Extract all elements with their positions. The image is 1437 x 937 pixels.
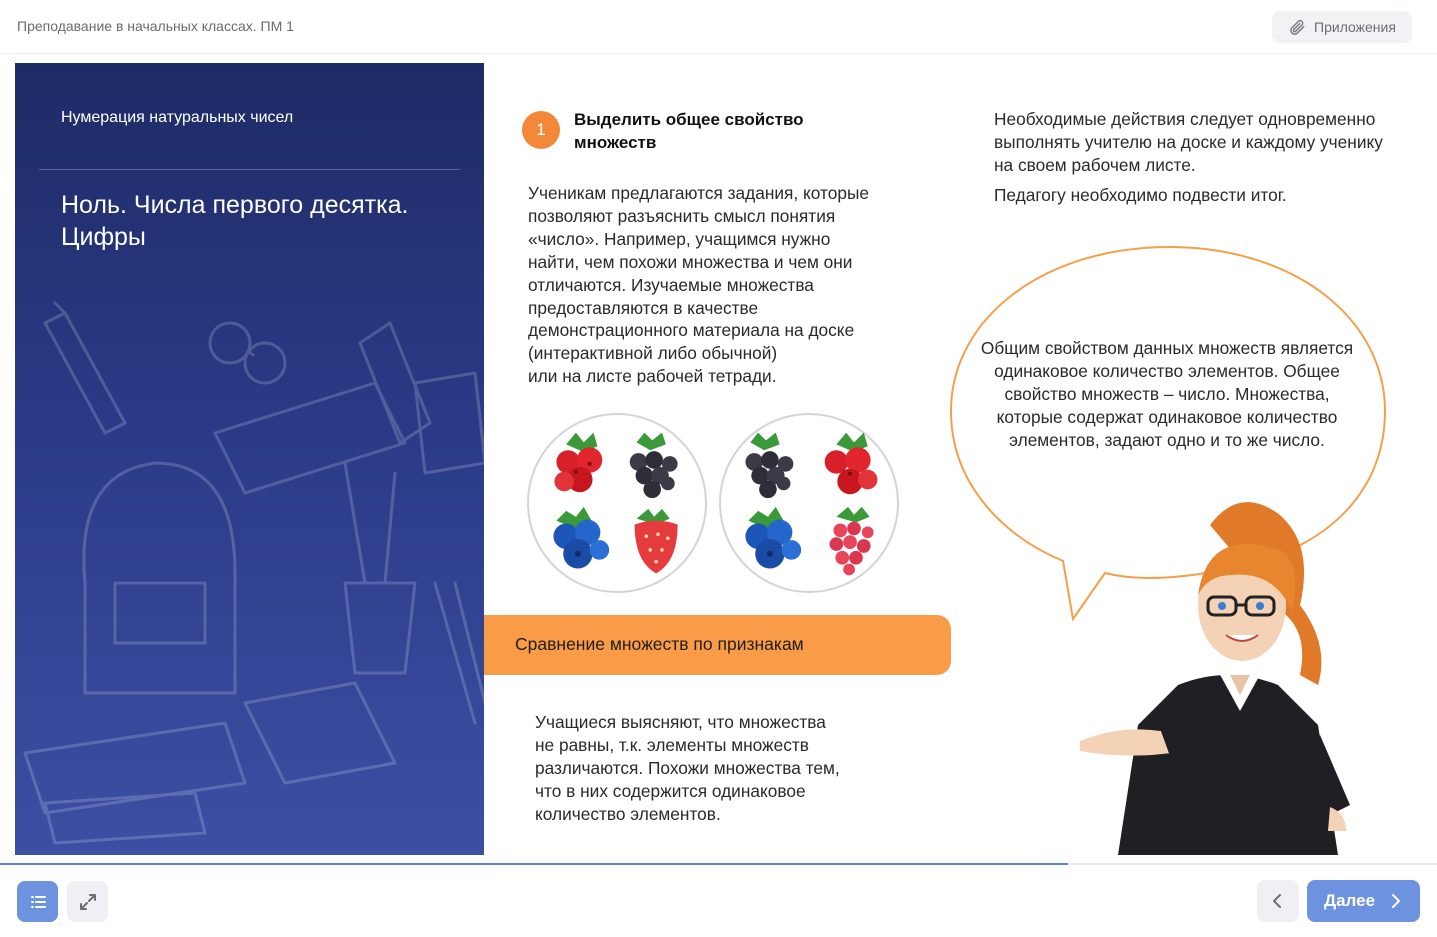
red-currant-icon (825, 433, 878, 495)
top-bar (0, 0, 1437, 54)
divider (39, 169, 460, 170)
paperclip-icon (1288, 18, 1306, 36)
previous-button[interactable] (1257, 880, 1299, 922)
school-doodles-background (15, 283, 484, 855)
fullscreen-button[interactable] (67, 881, 108, 922)
strawberry-icon (635, 509, 678, 574)
table-of-contents-button[interactable] (17, 881, 58, 922)
bubble-text: Общим свойством данных множеств является одинаковое количество элементов. Общее свойство множеств – число. Множества, которые содержат одинаковое количество элементов, задают одно и то же число. (980, 338, 1354, 450)
slide-canvas (15, 63, 1437, 855)
instruction-paragraph: Необходимые действия следует одновременно выполнять учителю на доске и каждому ученику на своем рабочем листе. (994, 109, 1383, 176)
blackberry-icon (630, 433, 678, 499)
berry-plate-2 (719, 413, 899, 593)
chevron-left-icon (1269, 892, 1287, 910)
step-number-badge: 1 (522, 111, 560, 149)
next-button[interactable] (1307, 880, 1420, 922)
instructions-text (994, 108, 1384, 213)
teacher-illustration (1060, 495, 1390, 855)
instruction-paragraph: Педагогу необходимо подвести итог. (994, 184, 1287, 205)
lesson-title: Ноль. Числа первого десятка. Цифры (61, 191, 409, 251)
banner-text: Сравнение множеств по признакам (515, 634, 804, 654)
expand-icon (78, 892, 98, 912)
attachments-label: Приложения (1314, 19, 1396, 35)
result-description: Учащиеся выясняют, что множества не равны, т.к. элементы множеств различаются. Похожи множества тем, что в них содержится одинаковое количество элементов. (535, 712, 840, 824)
list-icon (28, 892, 48, 912)
blueberry-icon (553, 507, 609, 569)
step-title: Выделить общее свойство множеств (574, 110, 804, 152)
blueberry-icon (745, 507, 801, 569)
berry-plate-1 (527, 413, 707, 593)
bottom-bar (0, 865, 1437, 937)
chevron-right-icon (1389, 892, 1403, 910)
raspberry-icon (830, 507, 874, 575)
red-currant-icon (554, 433, 602, 493)
blackberry-icon (745, 433, 793, 499)
next-button-label: Далее (1323, 891, 1376, 910)
step-description: Ученикам предлагаются задания, которые позволяют разъяснить смысл понятия «число». Например, учащимся нужно найти, чем похожи множества и чем они отличаются. Изучаемые множества предоставляются в качестве демонстрационного материала на доске (интерактивной либо обычной) или на листе рабочей тетради. (528, 183, 869, 387)
topic-subtitle: Нумерация натуральных чисел (61, 109, 294, 126)
section-banner (484, 615, 951, 675)
left-panel (15, 63, 484, 855)
course-title: Преподавание в начальных классах. ПМ 1 (17, 18, 294, 34)
attachments-button[interactable] (1272, 11, 1412, 43)
